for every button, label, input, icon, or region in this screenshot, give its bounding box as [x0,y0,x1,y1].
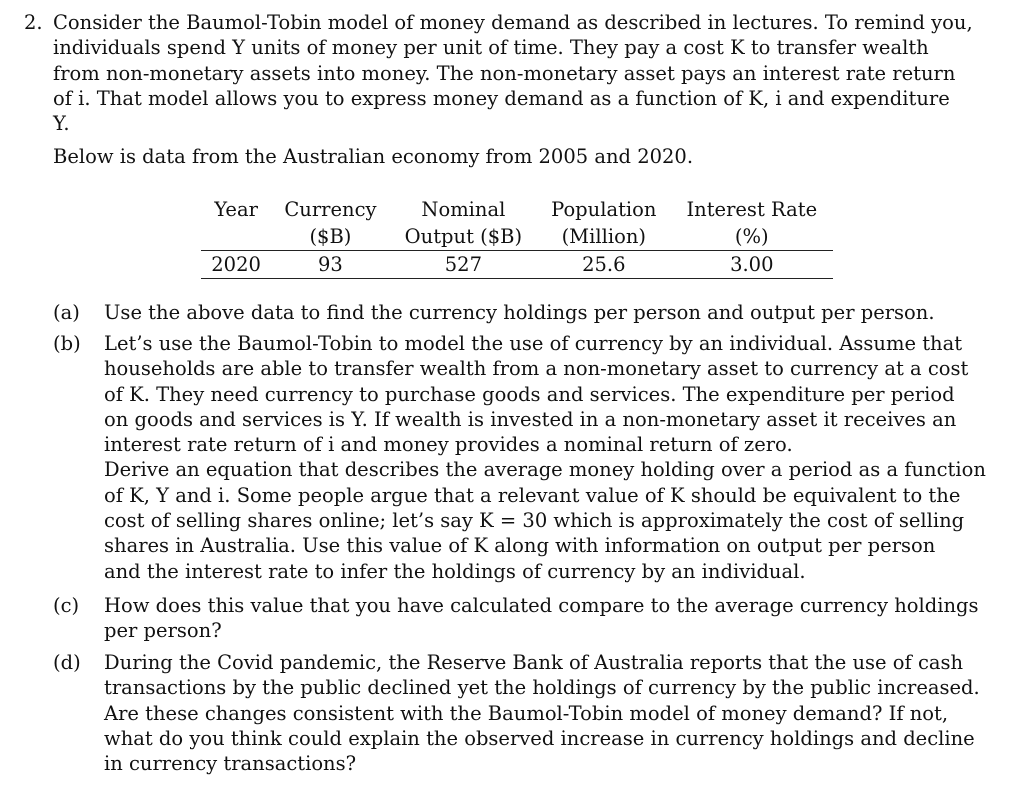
part-line: transactions by the public declined yet the holdings of currency by the public increased. [104,676,980,700]
part-line: cost of selling shares online; let’s say K = 30 which is approximately the cost of selling [104,509,965,533]
cell-population: 25.6 [537,251,671,279]
header-interest-rate-unit: (%) [671,223,833,251]
cell-currency: 93 [271,251,390,279]
intro-line: Consider the Baumol-Tobin model of money demand as described in lectures. To remind you, [53,11,973,34]
part-line: per person? [104,619,222,643]
part-line: Use the above data to find the currency holdings per person and output per person. [104,301,935,324]
part-label: (b) [53,332,81,355]
header-nominal: Nominal [421,198,506,221]
table-row [201,251,833,279]
part-label: (c) [53,594,80,617]
part-line: what do you think could explain the observed increase in currency holdings and decline [104,726,975,750]
part-line: During the Covid pandemic, the Reserve Bank of Australia reports that the use of cash [104,651,964,674]
part-line: Derive an equation that describes the average money holding over a period as a function [104,458,986,482]
part-line: households are able to transfer wealth from a non-monetary asset to currency at a cost [104,357,969,381]
part-line: of K. They need currency to purchase goods and services. The expenditure per period [104,382,955,406]
header-year: Year [214,198,258,221]
question-intro [53,10,983,136]
part-line: Are these changes consistent with the Baumol-Tobin model of money demand? If not, [104,701,949,725]
part-line: interest rate return of i and money provides a nominal return of zero. [104,433,793,457]
part-line: Let’s use the Baumol-Tobin to model the use of currency by an individual. Assume that [104,332,963,355]
data-table [201,196,833,279]
part-line: How does this value that you have calculated compare to the average currency holdings [104,594,979,617]
cell-interest-rate: 3.00 [671,251,833,279]
part-line: on goods and services is Y. If wealth is invested in a non-monetary asset it receives an [104,407,957,431]
part-line: shares in Australia. Use this value of K along with information on output per person [104,534,936,558]
part-label: (d) [53,651,81,674]
cell-nominal-output: 527 [390,251,537,279]
part-label: (a) [53,301,80,324]
header-population: Population [551,198,657,221]
part-line: of K, Y and i. Some people argue that a relevant value of K should be equivalent to the [104,483,961,507]
intro-line: of i. That model allows you to express money demand as a function of K, i and expenditure [53,86,950,110]
data-intro-text: Below is data from the Australian economy from 2005 and 2020. [53,145,694,168]
header-interest-rate: Interest Rate [686,198,818,221]
part-line: in currency transactions? [104,752,357,776]
question-number: 2. [24,11,43,34]
header-nominal-unit: Output ($B) [390,223,537,251]
header-population-unit: (Million) [537,223,671,251]
header-year-unit [201,223,271,251]
intro-line: individuals spend Y units of money per unit of time. They pay a cost K to transfer wealth [53,36,929,60]
header-currency: Currency [284,198,377,221]
intro-line: from non-monetary assets into money. The non-monetary asset pays an interest rate return [53,61,956,85]
intro-line: Y. [53,112,70,136]
cell-year: 2020 [201,251,271,279]
part-line: and the interest rate to infer the holdings of currency by an individual. [104,559,806,583]
header-currency-unit: ($B) [271,223,390,251]
